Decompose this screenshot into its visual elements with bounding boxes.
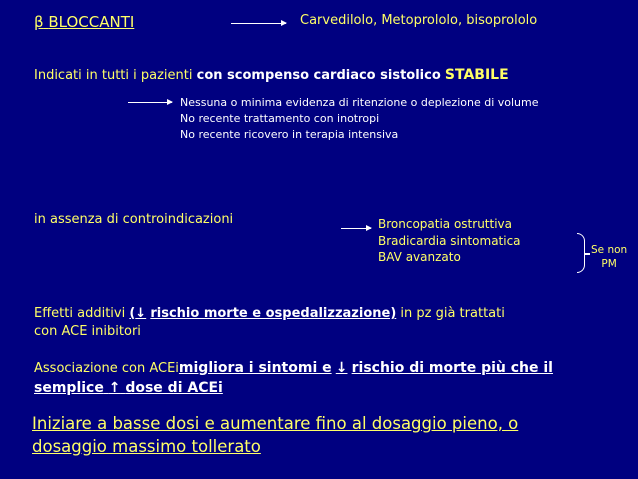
note-line1: Se non <box>591 244 628 256</box>
up-arrow-icon: ↑ <box>108 380 121 396</box>
effetti-suffix: in pz già trattati <box>400 306 505 321</box>
effetti-underlined: rischio morte e ospedalizzazione) <box>150 306 397 321</box>
criteria-item: No recente ricovero in terapia intensiva <box>180 128 399 141</box>
assoc-line1 <box>34 360 553 376</box>
effetti-line2: con ACE inibitori <box>34 324 141 339</box>
stabile-label: STABILE <box>444 67 509 83</box>
assoc-prefix: Associazione con ACEi <box>34 361 179 376</box>
iniziare-line1: Iniziare a basse dosi e aumentare fino al dosaggio pieno, o <box>32 414 519 433</box>
assoc-part3: semplice <box>34 380 104 396</box>
indicati-prefix: Indicati in tutti i pazienti <box>34 68 193 83</box>
effetti-open: ( <box>129 306 136 321</box>
assoc-part2: rischio di morte più che il <box>351 360 553 376</box>
iniziare-block <box>32 412 518 458</box>
assoc-part4: dose di ACEi <box>125 380 223 396</box>
assoc-line2 <box>34 380 223 396</box>
contra-list <box>378 216 521 266</box>
effetti-prefix: Effetti additivi <box>34 306 126 321</box>
title-text: BLOCCANTI <box>48 13 135 31</box>
contra-brace <box>577 233 585 273</box>
beta-symbol: β <box>34 13 44 31</box>
contra-text: in assenza di controindicazioni <box>34 212 234 227</box>
criteria-list <box>180 95 539 143</box>
drugs-list: Carvedilolo, Metoprololo, bisoprololo <box>300 13 538 28</box>
indicati-bold: con scompenso cardiaco sistolico <box>196 68 441 83</box>
arrow-title-drugs <box>231 23 286 24</box>
assoc-part1: migliora i sintomi e <box>178 360 332 376</box>
contra-note <box>591 243 627 271</box>
iniziare-line2: dosaggio massimo tollerato <box>32 437 261 456</box>
arrow-criteria <box>128 102 172 103</box>
note-line2: PM <box>601 258 617 270</box>
indicati-line <box>34 67 509 83</box>
arrow-contra <box>341 228 371 229</box>
down-arrow-icon: ↓ <box>135 306 147 321</box>
page-title <box>34 13 134 31</box>
criteria-item: No recente trattamento con inotropi <box>180 112 380 125</box>
criteria-item: Nessuna o minima evidenza di ritenzione o deplezione di volume <box>180 96 539 109</box>
contra-item: BAV avanzato <box>378 250 461 264</box>
contra-item: Broncopatia ostruttiva <box>378 217 513 231</box>
contra-item: Bradicardia sintomatica <box>378 233 521 248</box>
down-arrow-icon: ↓ <box>335 360 348 376</box>
effetti-line1 <box>34 306 505 321</box>
